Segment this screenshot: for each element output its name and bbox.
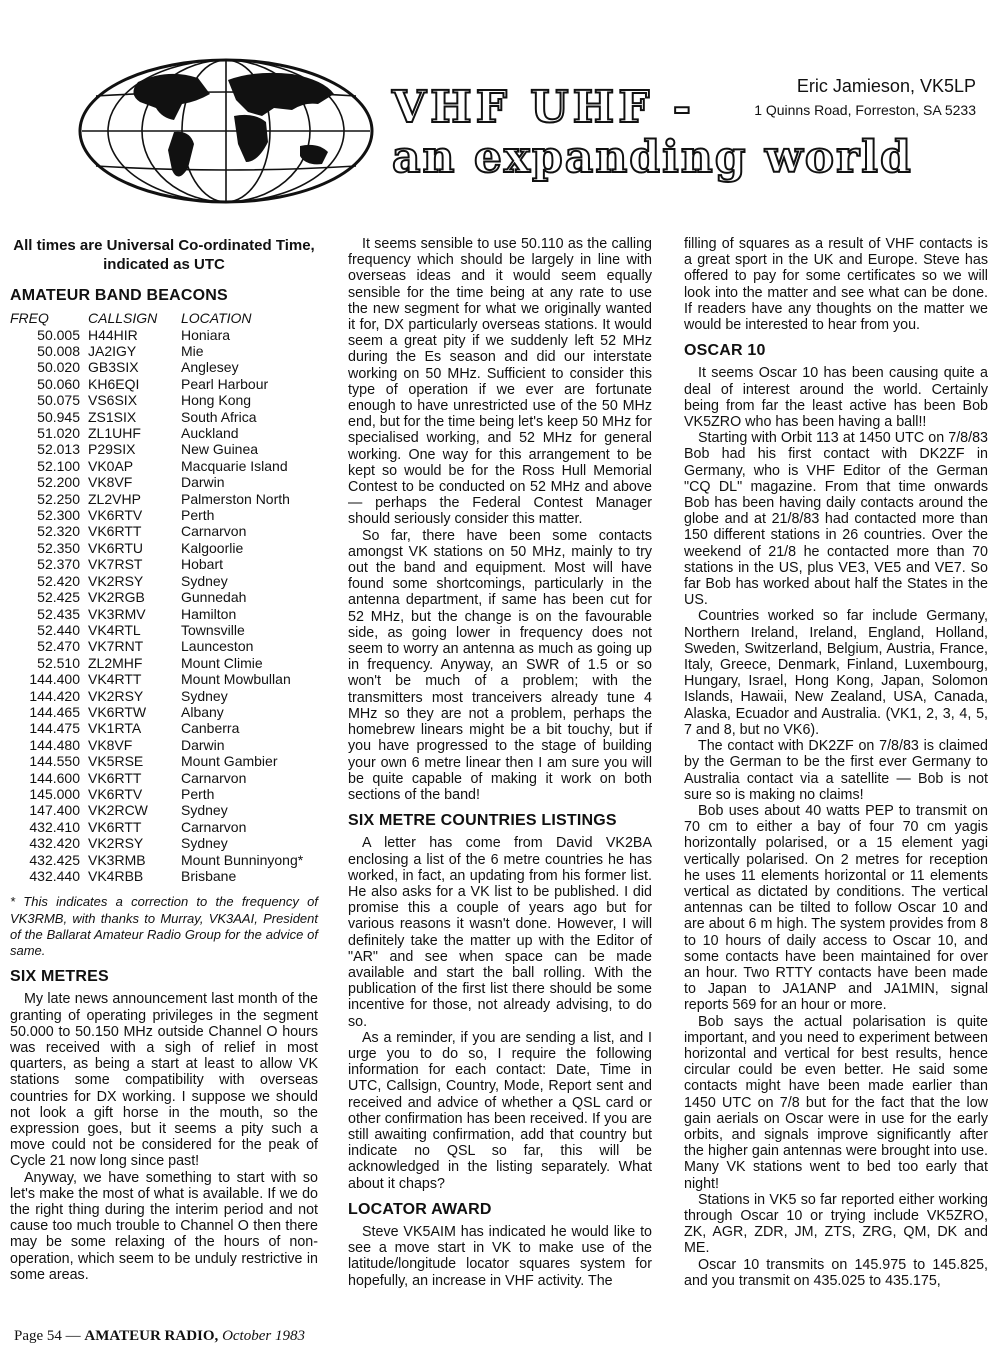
paragraph: Anyway, we have something to start with so let's make the most of what is available. If we do the right thing during the interim period and not cause too much trouble to Channel O then there may be some relaxing of the hours of non-operation, which seem to be unduly restrictive in some areas.: [10, 1169, 318, 1283]
beacon-freq: 50.005: [37, 326, 80, 343]
beacon-callsign: GB3SIX: [88, 359, 139, 376]
beacon-location: Carnarvon: [181, 818, 247, 835]
table-row: [10, 638, 303, 654]
beacon-freq: 52.370: [37, 556, 80, 573]
beacon-freq: 52.440: [37, 621, 80, 638]
world-globe-logo: [78, 58, 374, 204]
beacon-freq: 52.470: [37, 638, 80, 655]
beacon-callsign: VK6RTT: [88, 818, 142, 835]
beacon-freq: 52.420: [37, 572, 80, 589]
beacon-callsign: VK5RSE: [88, 753, 144, 770]
beacon-freq: 50.020: [37, 359, 80, 376]
beacon-freq: 432.410: [29, 818, 80, 835]
beacon-callsign: ZL2VHP: [88, 490, 141, 507]
beacon-location: Launceston: [181, 638, 254, 655]
beacon-location: South Africa: [181, 408, 257, 425]
beacon-freq: 432.440: [29, 868, 80, 885]
beacon-freq: 52.300: [37, 507, 80, 524]
column-3: [684, 236, 988, 1289]
beacon-freq: 52.100: [37, 457, 80, 474]
beacon-freq: 52.435: [37, 605, 80, 622]
beacon-location: Mount Climie: [181, 654, 263, 671]
beacon-location: Anglesey: [181, 359, 239, 376]
beacon-freq: 52.350: [37, 539, 80, 556]
table-row: [10, 425, 303, 441]
beacon-location: Kalgoorlie: [181, 539, 244, 556]
table-row: [10, 671, 303, 687]
utc-notice: All times are Universal Co-ordinated Time, indicated as UTC: [13, 237, 315, 273]
beacon-location: Carnarvon: [181, 769, 247, 786]
beacon-location: Mie: [181, 343, 204, 360]
table-row: [10, 507, 303, 523]
paragraph: It seems Oscar 10 has been causing quite a deal of interest around the world. Certainly being from far the least active has been Bob VK5ZRO who has been having a ball!!: [684, 365, 988, 431]
beacon-location: Darwin: [181, 736, 225, 753]
paragraph: Bob uses about 40 watts PEP to transmit on 70 cm to either a bay of four 70 cm yagis horizontally polarised, or a 15 element yagi vertically polarised. On 2 metres for reception he uses 11 elements horizontal or 11 elements vertical as dictated by conditions. The vertical antennas can be tilted to follow Oscar 10 and are about 6 m high. The system provides from 8 to 10 hours of daily access to Oscar 10, and some contacts have been maintained for over an hour. Two RTTY contacts have been made to Japan to JA1ANP and JA1MIN, signal reports 569 for an hour or more.: [684, 802, 988, 1014]
paragraph: My late news announcement last month of the granting of operating privileges in the segment 50.000 to 50.150 MHz outside Channel O hours was received with a sigh of relief in most quarters, as being a start at least to allow VK stations some compatibility with overseas countries for DX working. I suppose we should not look a gift horse in the mouth, so the expression goes, but it seems a pity such a move could not be considered for the peak of Cycle 21 now long since past!: [10, 991, 318, 1170]
beacon-location: Sydney: [181, 687, 228, 704]
table-row: [10, 720, 303, 736]
beacon-freq: 144.480: [29, 736, 80, 753]
table-row: [10, 622, 303, 638]
table-row: [10, 474, 303, 490]
beacon-freq: 50.008: [37, 343, 80, 360]
table-row: [10, 852, 303, 868]
beacon-callsign: H44HIR: [88, 326, 138, 343]
beacon-callsign: VK2RSY: [88, 835, 144, 852]
issue-date: October 1983: [222, 1328, 305, 1344]
beacon-location: Gunnedah: [181, 589, 247, 606]
correction-note: * This indicates a correction to the frequency of VK3RMB, with thanks to Murray, VK3AAI, President of the Ballarat Amateur Radio Group for the advice of same.: [10, 894, 318, 959]
table-row: [10, 606, 303, 622]
beacon-location: New Guinea: [181, 441, 259, 458]
table-row: [10, 540, 303, 556]
column-1: [10, 236, 318, 1283]
beacon-callsign: VK8VF: [88, 736, 133, 753]
paragraph: So far, there have been some contacts amongst VK stations on 50 MHz, mainly to try out the band and equipment. Most will have found some shortcomings, particularly in the antenna department, if same has been cut for 52 MHz, but the change is on the favourable side, as going lower in frequency does not seem to worry an antenna as much as going up in frequency. Anyway, an SWR of 1.5 or so won't be much of a problem; with the transmitters most tranceivers already tune 4 MHz so they are not a problem, perhaps the homebrew linears might be a bit touchy, but if you have progressed to the stage of building your own 6 metre linear then I am sure you will be quite capable of making it work on both sections of the band!: [348, 527, 652, 803]
table-row: [10, 556, 303, 572]
beacon-freq: 432.425: [29, 851, 80, 868]
beacon-freq: 52.425: [37, 589, 80, 606]
beacon-location: Hamilton: [181, 605, 237, 622]
paragraph: The contact with DK2ZF on 7/8/83 is claimed by the German to be the first ever Germany to Australia contact via a satellite — Bob is not sure so is making no claims!: [684, 738, 988, 803]
beacon-freq: 52.013: [37, 441, 80, 458]
beacons-table-body: [10, 327, 303, 885]
table-row: [10, 786, 303, 802]
table-row: [10, 704, 303, 720]
beacon-callsign: JA2IGY: [88, 343, 137, 360]
section-heading-beacons: AMATEUR BAND BEACONS: [10, 287, 228, 304]
beacon-freq: 52.320: [37, 523, 80, 540]
header-location: LOCATION: [181, 310, 252, 327]
beacon-callsign: VS6SIX: [88, 392, 138, 409]
table-row: [10, 523, 303, 539]
paragraph: Starting with Orbit 113 at 1450 UTC on 7/8/83 Bob had his first contact with DK2ZF in Germany, who is VHF Editor of the German "CQ DL" magazine. From that time onwards Bob has been having daily contacts around the globe and at 21/8/83 had contacted more than 150 different stations in 26 countries. Over the weekend of 21/8 he contacted more than 70 stations in the US, plus VE3, VE5 and VE7. So far Bob has worked about half the States in the US.: [684, 430, 988, 609]
article-subtitle: an expanding world: [392, 132, 913, 183]
beacon-location: Hong Kong: [181, 392, 252, 409]
beacon-callsign: VK8VF: [88, 474, 133, 491]
beacon-freq: 52.250: [37, 490, 80, 507]
beacon-callsign: VK4RTT: [88, 671, 142, 688]
beacon-location: Auckland: [181, 425, 239, 442]
table-row: [10, 819, 303, 835]
beacon-callsign: VK6RTV: [88, 785, 143, 802]
beacon-freq: 144.600: [29, 769, 80, 786]
article-title: VHF UHF -: [392, 82, 696, 133]
beacon-freq: 144.400: [29, 671, 80, 688]
beacon-callsign: KH6EQI: [88, 375, 140, 392]
table-row: [10, 376, 303, 392]
beacon-freq: 144.465: [29, 703, 80, 720]
beacon-callsign: P29SIX: [88, 441, 136, 458]
beacons-table: [10, 310, 303, 884]
beacon-location: Mount Gambier: [181, 753, 278, 770]
section-heading-countries: SIX METRE COUNTRIES LISTINGS: [348, 812, 617, 830]
beacon-location: Sydney: [181, 572, 228, 589]
table-row: [10, 835, 303, 851]
table-row: [10, 802, 303, 818]
beacon-callsign: VK6RTT: [88, 769, 142, 786]
beacon-location: Pearl Harbour: [181, 375, 269, 392]
table-row: [10, 770, 303, 786]
beacon-freq: 50.075: [37, 392, 80, 409]
beacon-location: Townsville: [181, 621, 245, 638]
beacon-location: Carnarvon: [181, 523, 247, 540]
table-row: [10, 589, 303, 605]
author-address: 1 Quinns Road, Forreston, SA 5233: [754, 102, 976, 118]
beacon-freq: 144.550: [29, 753, 80, 770]
table-row: [10, 458, 303, 474]
beacon-callsign: ZL1UHF: [88, 425, 141, 442]
header-callsign: CALLSIGN: [88, 310, 158, 327]
beacon-callsign: VK4RBB: [88, 868, 144, 885]
beacon-location: Hobart: [181, 556, 224, 573]
beacon-callsign: VK3RMV: [88, 605, 146, 622]
beacon-freq: 50.945: [37, 408, 80, 425]
beacon-location: Perth: [181, 785, 215, 802]
section-heading-locator: LOCATOR AWARD: [348, 1200, 492, 1218]
column-2: [348, 236, 652, 1289]
beacon-location: Brisbane: [181, 868, 237, 885]
table-row: [10, 392, 303, 408]
beacon-location: Canberra: [181, 720, 240, 737]
beacon-location: Sydney: [181, 802, 228, 819]
paragraph: filling of squares as a result of VHF contacts is a great sport in the UK and Europe. Steve has offered to pay for some certificates so we will look into the matter and see what can be done. If readers have any thoughts on the matter we would be interested to hear from you.: [684, 236, 988, 334]
beacon-freq: 147.400: [29, 802, 80, 819]
table-row: [10, 737, 303, 753]
paragraph: Oscar 10 transmits on 145.975 to 145.825, and you transmit on 435.025 to 435.175,: [684, 1256, 988, 1289]
table-row: [10, 409, 303, 425]
page-number: Page 54 —: [14, 1328, 81, 1344]
beacon-callsign: ZL2MHF: [88, 654, 143, 671]
beacon-callsign: VK6RTU: [88, 539, 143, 556]
beacon-callsign: VK6RTV: [88, 507, 143, 524]
paragraph: It seems sensible to use 50.110 as the calling frequency which should be largely in line with overseas ideas and it would seem equally sensible for the time being at any rate to use the new segment for what we originally wanted it for, DX particularly overseas stations. It would seem a great pity if we suddenly left 52 MHz during the Es season and did our interstate working on 50 MHz. Sufficient to consider this type of operation if we ever are fortunate enough to have unrestricted use of the 50 MHz end, but for the time being let's keep 50 MHz for specialised working, and 52 MHz for general working. One way for this arrangement to be kept so would be for the Ross Hull Memorial Contest to be conducted on 52 MHz and above — perhaps the Federal Contest Manager should seriously consider this matter.: [348, 236, 652, 528]
beacon-freq: 52.510: [37, 654, 80, 671]
paragraph: Bob says the actual polarisation is quite important, and you need to experiment between horizontal and vertical for best results, hence circular could be even better. He said some contacts might have been made earlier than 1450 UTC on 7/8 but for the fact that the low gain aerials on Oscar were in use for the early orbits, and signals improve significantly after the higher gain antennas were brought into use. Many VK stations went to bed too early that night!: [684, 1013, 988, 1192]
paragraph: Stations in VK5 so far reported either working through Oscar 10 or trying include VK5ZRO, ZK, AGR, ZDR, JM, ZTS, ZRG, QM, DK and ME.: [684, 1191, 988, 1257]
beacon-freq: 144.475: [29, 720, 80, 737]
beacon-freq: 145.000: [29, 785, 80, 802]
beacon-location: Palmerston North: [181, 490, 290, 507]
paragraph: Steve VK5AIM has indicated he would like to see a move start in VK to make use of the latitude/longitude locator squares system for hopefully, an increase in VHF activity. The: [348, 1223, 652, 1289]
table-row: [10, 327, 303, 343]
beacon-callsign: VK7RNT: [88, 638, 144, 655]
beacon-callsign: ZS1SIX: [88, 408, 137, 425]
beacon-freq: 144.420: [29, 687, 80, 704]
header-freq: FREQ: [10, 310, 49, 327]
beacon-freq: 52.200: [37, 474, 80, 491]
beacon-location: Honiara: [181, 326, 231, 343]
beacon-callsign: VK6RTW: [88, 703, 147, 720]
beacon-location: Sydney: [181, 835, 228, 852]
table-row: [10, 688, 303, 704]
beacon-freq: 51.020: [37, 425, 80, 442]
beacon-callsign: VK3RMB: [88, 851, 146, 868]
page-footer: [14, 1328, 305, 1345]
beacon-callsign: VK2RSY: [88, 687, 144, 704]
beacon-callsign: VK2RGB: [88, 589, 145, 606]
beacon-callsign: VK4RTL: [88, 621, 141, 638]
paragraph: Countries worked so far include Germany, Northern Ireland, Ireland, England, Holland, Sweden, Switzerland, Belgium, Austria, France, Italy, Greece, Denmark, Finland, Luxembourg, Hungary, Israel, Hong Kong, Japan, Solomon Islands, Hawaii, New Zealand, USA, Canada, Alaska, Ecuador and Australia. (VK1, 2, 3, 4, 5, 7 and 8, but no VK6).: [684, 608, 988, 738]
table-row: [10, 573, 303, 589]
paragraph: As a reminder, if you are sending a list, and I urge you to do so, I require the following information for each contact: Date, Time in UTC, Callsign, Country, Mode, Report sent and received and advice of whether a QSL card or other confirmation has been received. If you are still awaiting confirmation, add that country but indicate no QSL so far, this will be acknowledged in the listing separately. What about it chaps?: [348, 1029, 652, 1192]
table-row: [10, 343, 303, 359]
author-name: Eric Jamieson, VK5LP: [796, 76, 976, 96]
table-row: [10, 359, 303, 375]
beacon-callsign: VK7RST: [88, 556, 143, 573]
beacon-location: Perth: [181, 507, 215, 524]
beacon-location: Albany: [181, 703, 224, 720]
table-row: [10, 441, 303, 457]
table-row: [10, 868, 303, 884]
beacon-location: Macquarie Island: [181, 457, 288, 474]
beacon-location: Mount Mowbullan: [181, 671, 291, 688]
beacon-callsign: VK1RTA: [88, 720, 142, 737]
author-block: [754, 74, 976, 122]
magazine-name: AMATEUR RADIO,: [84, 1328, 219, 1344]
table-row: [10, 753, 303, 769]
beacon-location: Mount Bunninyong*: [181, 851, 304, 868]
paragraph: A letter has come from David VK2BA enclosing a list of the 6 metre countries he has worked, in fact, an updating from his former list. He also asks for a VK list to be published. I did promise this a couple of years ago but for various reasons it wasn't done. However, I will definitely take the matter up with the Editor of "AR" and see when space can be made available and start the ball rolling. With the publication of the first list there should be some incentive for those, not already advising, to do so.: [348, 835, 652, 1030]
section-heading-six-metres: SIX METRES: [10, 968, 109, 986]
beacon-callsign: VK2RCW: [88, 802, 148, 819]
table-header-row: [10, 310, 303, 326]
table-row: [10, 655, 303, 671]
beacon-freq: 432.420: [29, 835, 80, 852]
table-row: [10, 491, 303, 507]
beacon-callsign: VK6RTT: [88, 523, 142, 540]
beacon-callsign: VK0AP: [88, 457, 134, 474]
section-heading-oscar: OSCAR 10: [684, 342, 766, 360]
beacon-location: Darwin: [181, 474, 225, 491]
beacon-freq: 50.060: [37, 375, 80, 392]
beacon-callsign: VK2RSY: [88, 572, 144, 589]
